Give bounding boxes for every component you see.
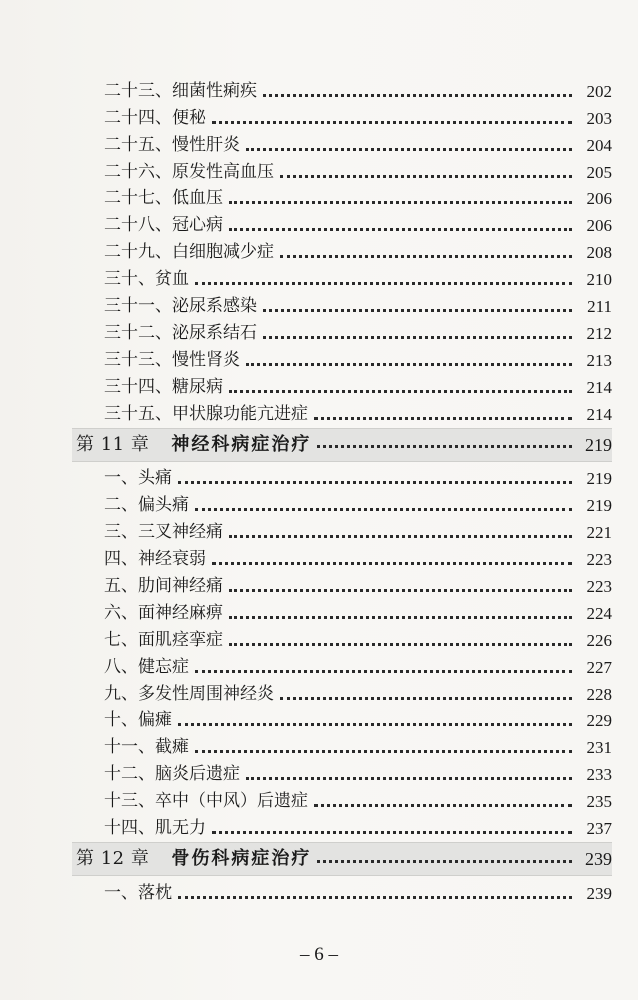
dot-leader (280, 255, 572, 258)
toc-page-number: 233 (586, 765, 612, 785)
toc-page-number: 221 (586, 523, 612, 543)
toc-entry (72, 652, 612, 679)
toc-entry (72, 76, 612, 103)
toc-page-number: 212 (586, 323, 612, 343)
dot-leader (263, 336, 572, 339)
page-number-footer: – 6 – (300, 944, 338, 965)
dot-leader (212, 121, 572, 124)
toc-entry-label: 二、偏头痛 (104, 495, 189, 516)
toc-page-number: 219 (586, 496, 612, 516)
toc-entry-label: 三十五、甲状腺功能亢进症 (104, 403, 308, 424)
toc-entry (72, 732, 612, 759)
toc-entry-label: 三十二、泌尿系结石 (104, 322, 257, 343)
toc-entry (72, 318, 612, 345)
toc-entry (72, 878, 612, 905)
toc-entry (72, 490, 612, 517)
toc-page-number: 226 (586, 630, 612, 650)
toc-entry (72, 372, 612, 399)
dot-leader (280, 697, 572, 700)
toc-page-number: 235 (586, 792, 612, 812)
toc-entry-label: 二十八、冠心病 (104, 215, 223, 236)
toc-entry (72, 813, 612, 840)
toc-entry-label: 二十七、低血压 (104, 188, 223, 209)
dot-leader (229, 643, 572, 646)
toc-entry-label: 七、面肌痉挛症 (104, 629, 223, 650)
toc-entry-label: 八、健忘症 (104, 656, 189, 677)
toc-entry (72, 399, 612, 426)
toc-entry-label: 二十五、慢性肝炎 (104, 134, 240, 155)
toc-entry-label: 一、头痛 (104, 468, 172, 489)
dot-leader (246, 363, 572, 366)
toc-page-number: 213 (586, 350, 612, 370)
toc-entry-label: 二十四、便秘 (104, 107, 206, 128)
toc-entry (72, 544, 612, 571)
toc-entry (72, 184, 612, 211)
toc-page-number: 210 (586, 270, 612, 290)
toc-page-number: 206 (586, 189, 612, 209)
dot-leader (178, 896, 572, 899)
toc-entry-label: 九、多发性周围神经炎 (104, 683, 274, 704)
dot-leader (212, 831, 572, 834)
dot-leader (195, 750, 572, 753)
toc-page-number: 214 (586, 377, 612, 397)
dot-leader (314, 417, 572, 420)
toc-page-number: 211 (587, 297, 612, 317)
dot-leader (246, 777, 572, 780)
toc-page-number: 224 (586, 603, 612, 623)
dot-leader (229, 201, 572, 204)
toc-entry-label: 十三、卒中（中风）后遗症 (104, 791, 308, 812)
toc-page-number: 239 (585, 849, 612, 870)
dot-leader (263, 94, 572, 97)
toc-entry (72, 759, 612, 786)
toc-entry-label: 三、三叉神经痛 (104, 522, 223, 543)
toc-chapter-heading (72, 428, 612, 462)
chapter-number: 第 11 章 (76, 433, 150, 455)
toc-entry (72, 157, 612, 184)
dot-leader (229, 616, 572, 619)
toc-entry (72, 517, 612, 544)
toc-entry-label: 二十六、原发性高血压 (104, 161, 274, 182)
chapter-title: 神经科病症治疗 (171, 433, 312, 455)
dot-leader (178, 723, 572, 726)
toc-entry (72, 625, 612, 652)
toc-entry (72, 291, 612, 318)
toc-page-number: 227 (586, 657, 612, 677)
toc-page-number: 231 (586, 738, 612, 758)
toc-entry-label: 三十四、糖尿病 (104, 376, 223, 397)
toc-entry (72, 571, 612, 598)
toc-page-number: 223 (586, 577, 612, 597)
toc-entry (72, 237, 612, 264)
toc-entry-label: 十、偏瘫 (104, 710, 172, 731)
toc-entry-label: 二十九、白细胞减少症 (104, 242, 274, 263)
dot-leader (229, 535, 572, 538)
toc-entry-label: 一、落枕 (104, 882, 172, 903)
dot-leader (263, 309, 572, 312)
toc-entry-label: 二十三、细菌性痢疾 (104, 80, 257, 101)
toc-entry (72, 264, 612, 291)
dot-leader (317, 445, 572, 448)
dot-leader (229, 228, 572, 231)
toc-chapter-heading (72, 842, 612, 876)
toc-entry-label: 十四、肌无力 (104, 818, 206, 839)
toc-entry-label: 三十三、慢性肾炎 (104, 349, 240, 370)
toc-page-number: 237 (586, 819, 612, 839)
toc-entry (72, 706, 612, 733)
toc-entry-label: 六、面神经麻痹 (104, 602, 223, 623)
toc-page-number: 205 (586, 162, 612, 182)
toc-entry (72, 464, 612, 491)
toc-page-number: 202 (586, 81, 612, 101)
toc-entry-label: 十二、脑炎后遗症 (104, 764, 240, 785)
toc-page-number: 229 (586, 711, 612, 731)
dot-leader (246, 148, 572, 151)
dot-leader (229, 390, 572, 393)
toc-entry-label: 三十一、泌尿系感染 (104, 296, 257, 317)
toc-page-number: 219 (586, 469, 612, 489)
toc-page-number: 219 (585, 434, 612, 455)
dot-leader (195, 670, 572, 673)
dot-leader (178, 481, 572, 484)
dot-leader (195, 282, 572, 285)
toc-entry (72, 130, 612, 157)
table-of-contents (72, 76, 612, 905)
chapter-title: 骨伤科病症治疗 (171, 848, 312, 870)
toc-page-number: 204 (586, 135, 612, 155)
toc-entry (72, 786, 612, 813)
toc-entry-label: 四、神经衰弱 (104, 549, 206, 570)
toc-entry (72, 679, 612, 706)
toc-page-number: 228 (586, 684, 612, 704)
toc-page-number: 214 (586, 404, 612, 424)
toc-entry-label: 十一、截瘫 (104, 737, 189, 758)
toc-entry-label: 五、肋间神经痛 (104, 576, 223, 597)
chapter-number: 第 12 章 (76, 848, 150, 870)
dot-leader (280, 175, 572, 178)
dot-leader (317, 860, 572, 863)
toc-page-number: 208 (586, 243, 612, 263)
toc-page-number: 203 (586, 108, 612, 128)
toc-page-number: 206 (586, 216, 612, 236)
dot-leader (229, 589, 572, 592)
toc-entry (72, 210, 612, 237)
dot-leader (195, 508, 572, 511)
toc-entry (72, 103, 612, 130)
toc-entry (72, 598, 612, 625)
toc-page-number: 223 (586, 550, 612, 570)
toc-page-number: 239 (586, 883, 612, 903)
toc-entry-label: 三十、贫血 (104, 269, 189, 290)
dot-leader (212, 562, 572, 565)
dot-leader (314, 804, 572, 807)
toc-entry (72, 345, 612, 372)
